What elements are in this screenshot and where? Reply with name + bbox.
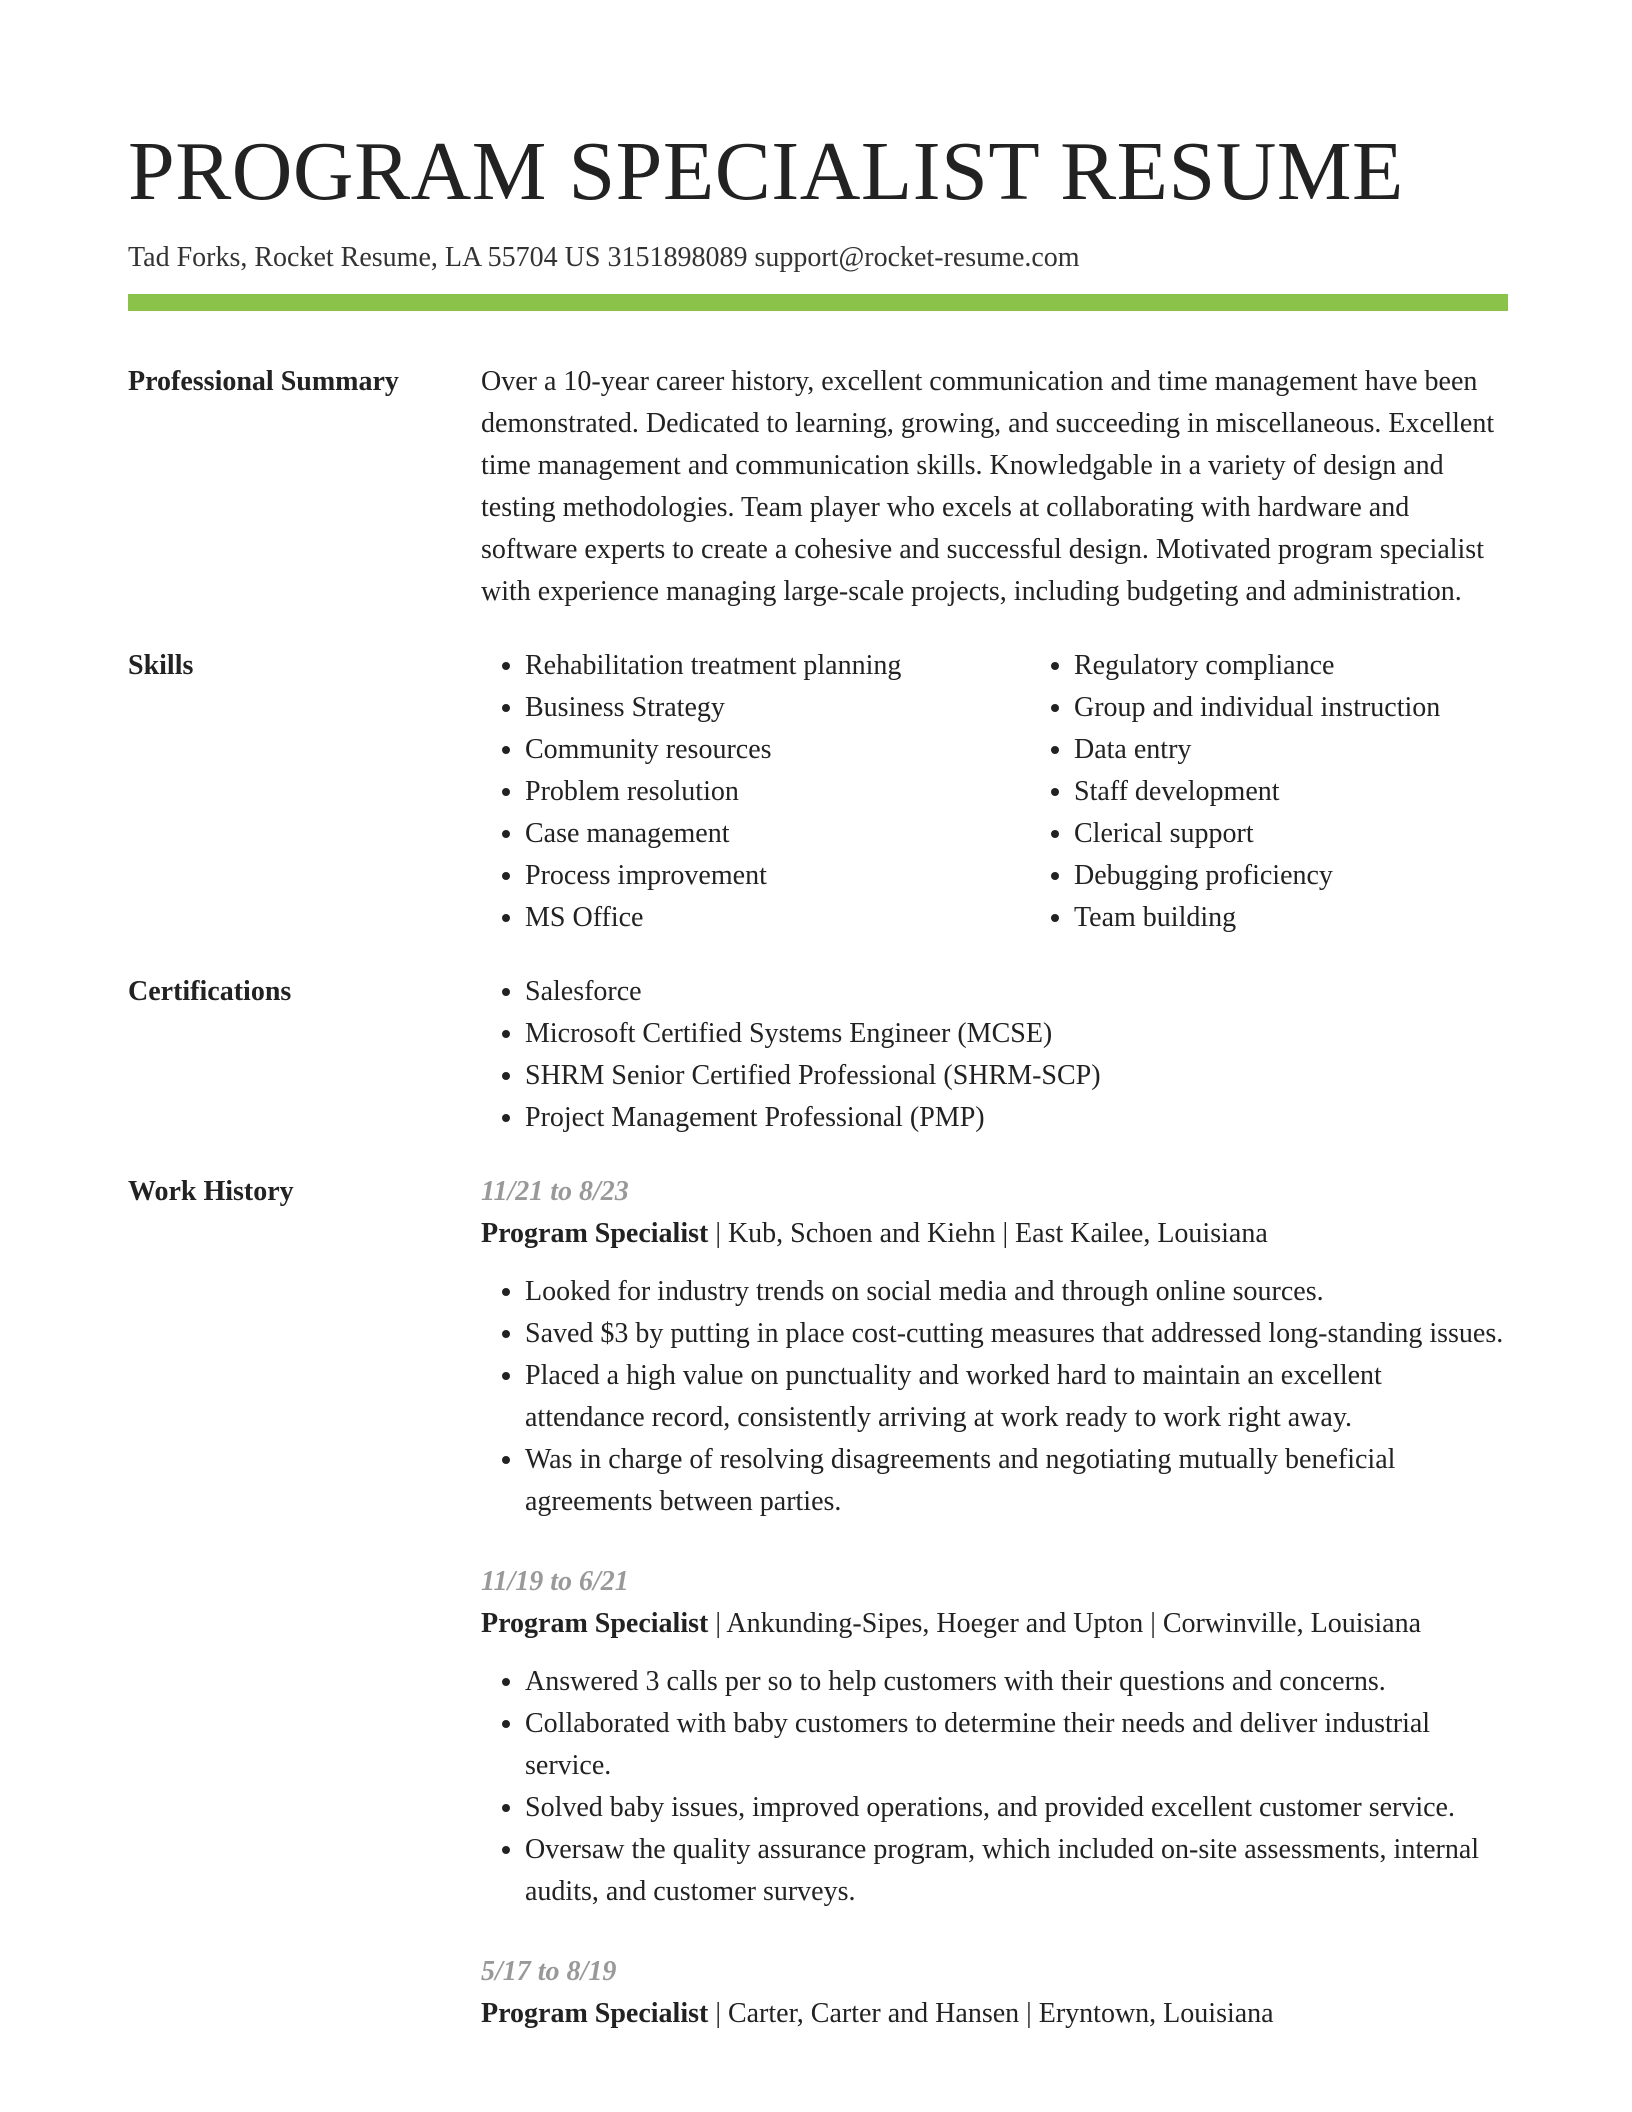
skill-item: • Case management xyxy=(525,813,1030,855)
job-entry xyxy=(481,1171,1508,1523)
job-dates: 5/17 to 8/19 xyxy=(481,1956,617,1987)
job-bullet: • Saved $3 by putting in place cost-cutting measures that addressed long-standing issues. xyxy=(525,1313,1508,1355)
summary-heading: Professional Summary xyxy=(128,366,399,397)
skill-item: • Staff development xyxy=(1074,771,1579,813)
job-bullet: • Placed a high value on punctuality and worked hard to maintain an excellent attendance record, consistently arriving at work ready to work right away. xyxy=(525,1355,1508,1439)
job-bullet: • Looked for industry trends on social media and through online sources. xyxy=(525,1271,1508,1313)
skill-item: • Community resources xyxy=(525,729,1030,771)
skill-item: • Rehabilitation treatment planning xyxy=(525,645,1030,687)
job-title: Program Specialist xyxy=(481,1608,709,1639)
skills-list-left xyxy=(481,645,1030,939)
job-bullets xyxy=(481,1271,1508,1523)
skill-item: • Clerical support xyxy=(1074,813,1579,855)
certifications-section xyxy=(128,971,1508,1139)
skill-item: • Business Strategy xyxy=(525,687,1030,729)
resume-title: PROGRAM SPECIALIST RESUME xyxy=(128,125,1404,218)
job-employer-location: | Kub, Schoen and Kiehn | East Kailee, Louisiana xyxy=(708,1218,1268,1249)
skill-item: • Regulatory compliance xyxy=(1074,645,1579,687)
certifications-body xyxy=(481,971,1508,1139)
summary-text: Over a 10-year career history, excellent communication and time management have been demonstrated. Dedicated to learning, growing, and succeeding in miscellaneous. Excellent time management and communication skills. Knowledgable in a variety of design and testing methodologies. Team player who excels at collaborating with hardware and software experts to create a cohesive and successful design. Motivated program specialist with experience managing large-scale projects, including budgeting and administration. xyxy=(481,366,1495,607)
certification-item: • Microsoft Certified Systems Engineer (MCSE) xyxy=(525,1013,1508,1055)
skill-item: • Data entry xyxy=(1074,729,1579,771)
skill-item: • Process improvement xyxy=(525,855,1030,897)
job-header xyxy=(481,1213,1508,1255)
job-title: Program Specialist xyxy=(481,1218,709,1249)
skills-columns xyxy=(481,645,1579,939)
certifications-heading: Certifications xyxy=(128,976,292,1007)
resume-page xyxy=(128,0,1508,2073)
skills-list-right xyxy=(1030,645,1579,939)
job-bullet: • Answered 3 calls per so to help customers with their questions and concerns. xyxy=(525,1661,1508,1703)
skill-item: • MS Office xyxy=(525,897,1030,939)
job-header xyxy=(481,1993,1508,2035)
header-divider xyxy=(128,294,1508,311)
certification-item: • Salesforce xyxy=(525,971,1508,1013)
job-employer-location: | Ankunding-Sipes, Hoeger and Upton | Corwinville, Louisiana xyxy=(708,1608,1422,1639)
certifications-list xyxy=(481,971,1508,1139)
work-history-body xyxy=(481,1171,1508,2073)
skill-item: • Debugging proficiency xyxy=(1074,855,1579,897)
work-history-section xyxy=(128,1171,1508,2073)
skill-item: • Team building xyxy=(1074,897,1579,939)
job-bullet: • Collaborated with baby customers to determine their needs and deliver industrial service. xyxy=(525,1703,1508,1787)
summary-section xyxy=(128,361,1508,613)
job-bullet: • Oversaw the quality assurance program, which included on-site assessments, internal audits, and customer surveys. xyxy=(525,1829,1508,1913)
job-dates: 11/19 to 6/21 xyxy=(481,1566,629,1597)
certification-item: • SHRM Senior Certified Professional (SHRM-SCP) xyxy=(525,1055,1508,1097)
skill-item: • Group and individual instruction xyxy=(1074,687,1579,729)
job-bullet: • Solved baby issues, improved operations, and provided excellent customer service. xyxy=(525,1787,1508,1829)
skills-heading: Skills xyxy=(128,650,194,681)
job-dates: 11/21 to 8/23 xyxy=(481,1176,629,1207)
job-bullets xyxy=(481,1661,1508,1913)
certification-item: • Project Management Professional (PMP) xyxy=(525,1097,1508,1139)
job-entry xyxy=(481,1951,1508,2035)
job-title: Program Specialist xyxy=(481,1998,709,2029)
contact-line: Tad Forks, Rocket Resume, LA 55704 US 3151898089 support@rocket-resume.com xyxy=(128,242,1080,273)
job-entry xyxy=(481,1561,1508,1913)
job-employer-location: | Carter, Carter and Hansen | Eryntown, Louisiana xyxy=(708,1998,1274,2029)
job-bullet: • Was in charge of resolving disagreements and negotiating mutually beneficial agreements between parties. xyxy=(525,1439,1508,1523)
job-header xyxy=(481,1603,1508,1645)
skill-item: • Problem resolution xyxy=(525,771,1030,813)
work-history-heading: Work History xyxy=(128,1176,294,1207)
skills-section xyxy=(128,645,1508,939)
